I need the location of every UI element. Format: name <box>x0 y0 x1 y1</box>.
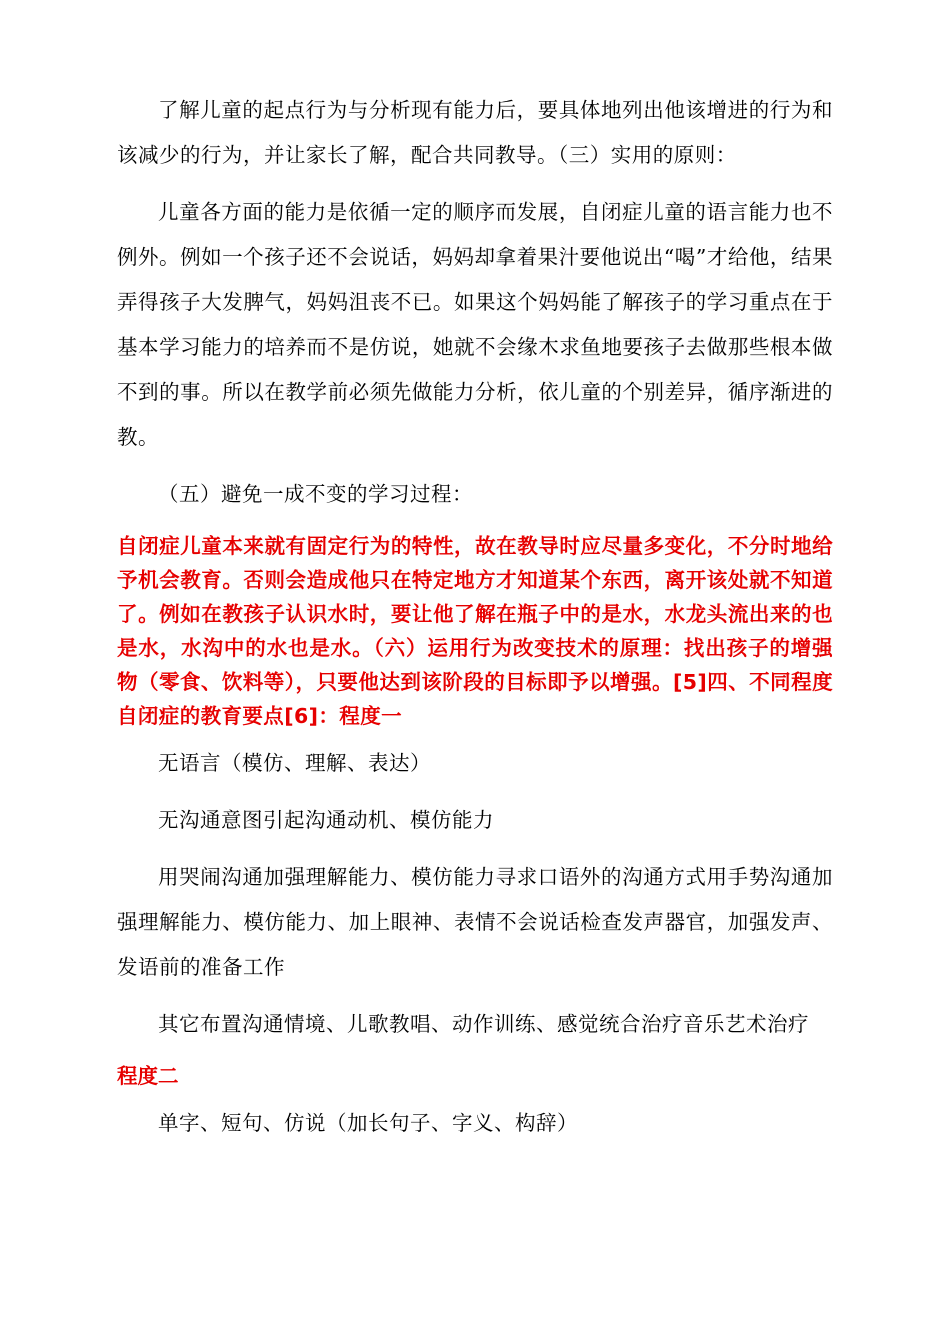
paragraph-crying-communication: 用哭闹沟通加强理解能力、模仿能力寻求口语外的沟通方式用手势沟通加强理解能力、模仿能力、加上眼神、表情不会说话检查发声器官，加强发声、发语前的准备工作 <box>117 865 833 979</box>
paragraph-no-language: 无语言（模仿、理解、表达） <box>158 751 431 775</box>
paragraph-avoid-routine-heading: （五）避免一成不变的学习过程： <box>158 482 473 506</box>
paragraph-practical-principle: 儿童各方面的能力是依循一定的顺序而发展，自闭症儿童的语言能力也不例外。例如一个孩子还不会说话，妈妈却拿着果汁要他说出“喝”才给他，结果弄得孩子大发脾气，妈妈沮丧不已。如果这个妈妈能了解孩子的学习重点在于基本学习能力的培养而不是仿说，她就不会缘木求鱼地要孩子去做那些根本做不到的事。所以在教学前必须先做能力分析，依儿童的个别差异，循序渐进的教。 <box>117 200 833 449</box>
section-heading-level-two: 程度二 <box>117 1064 179 1088</box>
document-page <box>117 88 833 1158</box>
highlighted-paragraph: 自闭症儿童本来就有固定行为的特性，故在教导时应尽量多变化，不分时地给予机会教育。否则会造成他只在特定地方才知道某个东西，离开该处就不知道了。例如在教孩子认识水时，要让他了解在瓶子中的是水，水龙头流出来的也是水，水沟中的水也是水。（六）运用行为改变技术的原理：找出孩子的增强物（零食、饮料等），只要他达到该阶段的目标即予以增强。[5]四、不同程度自闭症的教育要点[6]：程度一 <box>117 534 833 728</box>
paragraph-no-communication-intent: 无沟通意图引起沟通动机、模仿能力 <box>158 808 494 832</box>
paragraph-behavior-goals: 了解儿童的起点行为与分析现有能力后，要具体地列出他该增进的行为和该减少的行为，并让家长了解，配合共同教导。（三）实用的原则： <box>117 98 833 167</box>
paragraph-single-words: 单字、短句、仿说（加长句子、字义、构辞） <box>158 1111 578 1135</box>
paragraph-other-methods: 其它布置沟通情境、儿歌教唱、动作训练、感觉统合治疗音乐艺术治疗 <box>158 1012 809 1036</box>
